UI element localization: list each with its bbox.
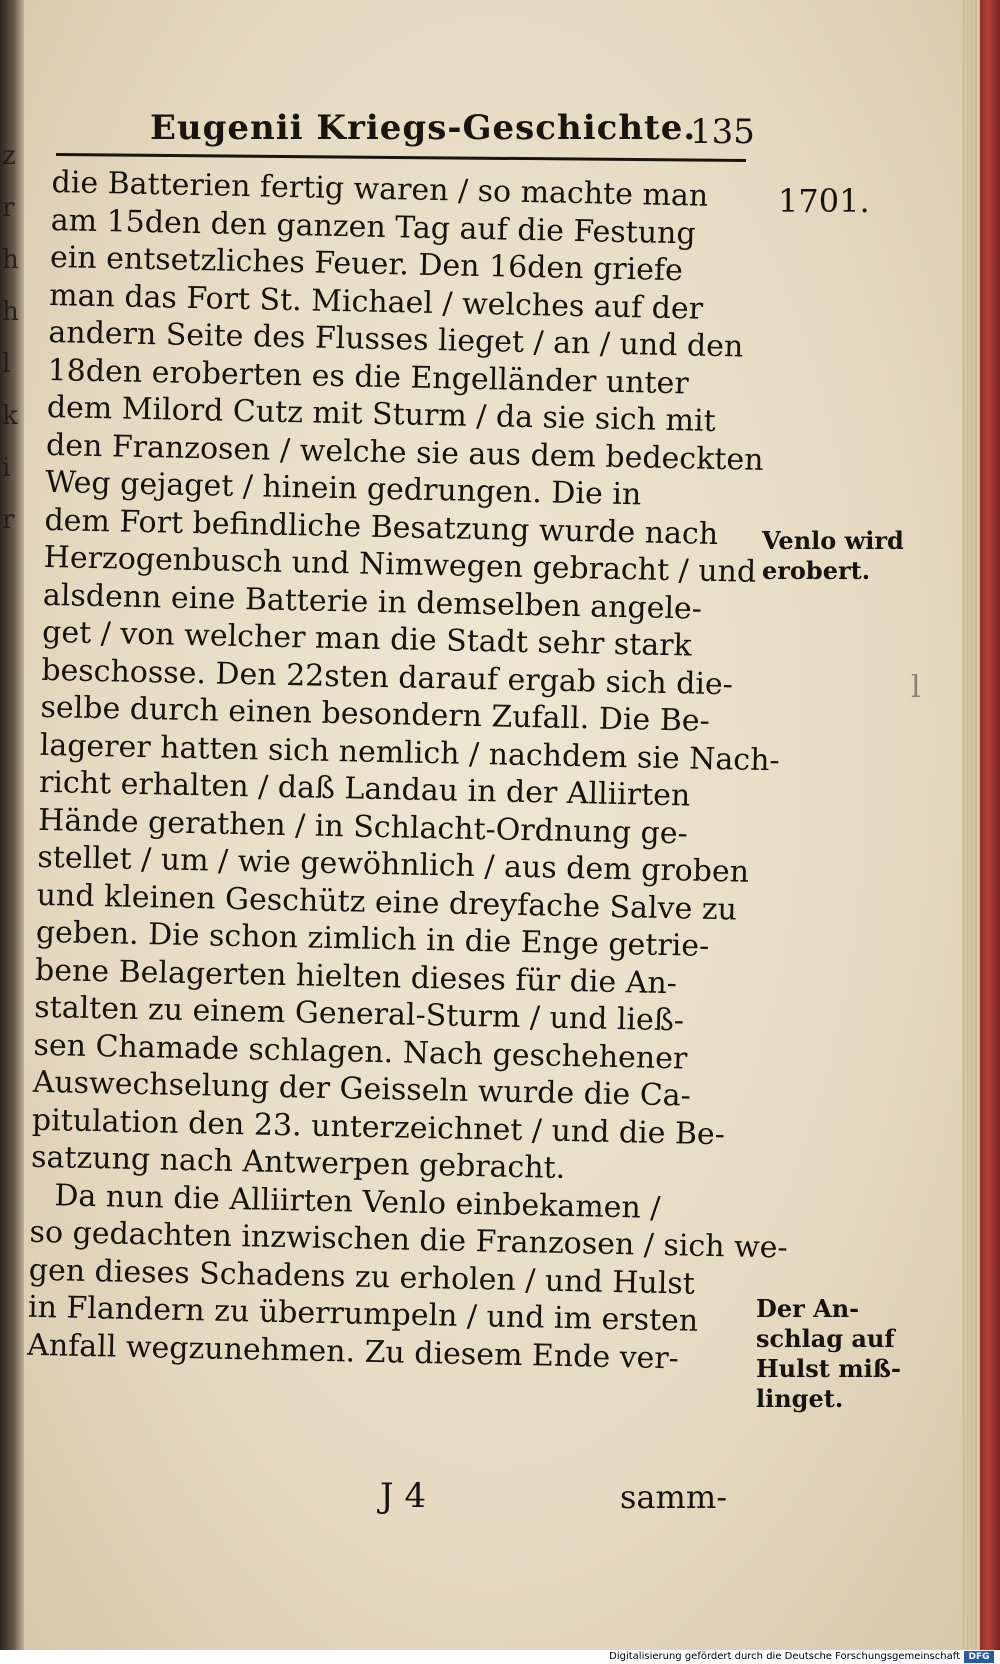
facing-page-letter: l — [2, 349, 11, 379]
margin-note-line: Venlo wird — [762, 526, 904, 555]
text-line: selbe durch einen besondern Zufall. Die Be- — [40, 689, 711, 739]
text-line: Auswechselung der Geisseln wurde die Ca- — [32, 1064, 692, 1114]
text-line: den Franzosen / welche sie aus dem bedeckten — [45, 427, 764, 478]
text-line: bene Belagerten hielten dieses für die An- — [34, 952, 678, 1001]
text-line: beschosse. Den 22sten darauf ergab sich die- — [41, 652, 734, 702]
margin-note-line: Hulst miß- — [756, 1354, 901, 1383]
facing-page-edge — [0, 0, 24, 1650]
facing-page-letters — [2, 130, 22, 546]
margin-note-line: Der An- — [756, 1294, 860, 1323]
page-stack-edge — [962, 0, 980, 1650]
text-line: gen dieses Schadens zu erholen / und Hulst — [28, 1252, 696, 1302]
facing-page-letter: r — [2, 505, 15, 535]
facing-page-letter: k — [2, 401, 18, 431]
facing-page-letter: r — [2, 193, 15, 223]
margin-note-line: schlag auf — [756, 1324, 895, 1353]
facing-page-letter: i — [2, 453, 11, 483]
signature-mark: J 4 — [380, 1476, 427, 1516]
text-line: Hände gerathen / in Schlacht-Ordnung ge- — [37, 802, 689, 851]
text-line: stellet / um / wie gewöhnlich / aus dem groben — [37, 839, 750, 890]
margin-note-venlo — [762, 526, 904, 586]
book-cover-edge — [980, 0, 1000, 1650]
facing-page-letter: z — [2, 141, 16, 171]
facing-page-letter: h — [2, 245, 19, 275]
catchword: samm- — [620, 1478, 727, 1516]
margin-note-line: linget. — [756, 1384, 844, 1413]
text-line: so gedachten inzwischen die Franzosen / sich we- — [29, 1214, 788, 1266]
running-head: Eugenii Kriegs-Geschichte. — [150, 108, 697, 148]
text-line: man das Fort St. Michael / welches auf der — [48, 277, 704, 327]
text-line: ein entsetzliches Feuer. Den 16den griefe — [49, 239, 684, 289]
text-line: get / von welcher man die Stadt sehr stark — [41, 614, 693, 664]
pencil-mark: l — [911, 670, 921, 705]
page-number: 135 — [690, 112, 755, 152]
text-line: richt erhalten / daß Landau in der Alliirten — [38, 764, 691, 814]
text-line: 18den eroberten es die Engelländer unter — [47, 352, 690, 401]
body-text — [26, 164, 788, 1378]
text-line: Da nun die Alliirten Venlo einbekamen / — [54, 1177, 661, 1226]
text-line: alsdenn eine Batterie in demselben angele- — [42, 577, 703, 627]
facing-page-letter: h — [2, 297, 19, 327]
text-line: und kleinen Geschütz eine dreyfache Salve zu — [36, 877, 738, 928]
text-line: die Batterien fertig waren / so machte man — [51, 164, 709, 214]
margin-year: 1701. — [778, 182, 870, 220]
text-line: in Flandern zu überrumpeln / und im ersten — [27, 1289, 699, 1339]
margin-note-line: erobert. — [762, 556, 871, 585]
footer-bar — [0, 1650, 1000, 1664]
text-line: satzung nach Antwerpen gebracht. — [30, 1139, 566, 1186]
text-line: dem Milord Cutz mit Sturm / da sie sich mit — [46, 389, 716, 439]
text-line: lagerer hatten sich nemlich / nachdem sie Nach- — [39, 727, 780, 778]
text-line: andern Seite des Flusses lieget / an / und den — [48, 314, 744, 365]
footer-credit: Digitalisierung gefördert durch die Deutsche Forschungsgemeinschaft — [609, 1651, 960, 1662]
text-line: stalten zu einem General-Sturm / und ließ- — [33, 989, 685, 1039]
text-line: geben. Die schon zimlich in die Enge getrie- — [35, 914, 710, 964]
text-line: Weg gejaget / hinein gedrungen. Die in — [44, 464, 642, 513]
margin-note-hulst — [756, 1294, 901, 1414]
text-line: sen Chamade schlagen. Nach geschehener — [33, 1027, 688, 1076]
dfg-logo: DFG — [964, 1651, 994, 1663]
text-line: Herzogenbusch und Nimwegen gebracht / und — [43, 539, 757, 590]
text-line: pitulation den 23. unterzeichnet / und die Be- — [31, 1102, 726, 1152]
text-line: am 15den den ganzen Tag auf die Festung — [50, 202, 697, 251]
text-line: dem Fort befindliche Besatzung wurde nach — [44, 502, 719, 552]
text-line: Anfall wegzunehmen. Zu diesem Ende ver- — [26, 1327, 680, 1376]
